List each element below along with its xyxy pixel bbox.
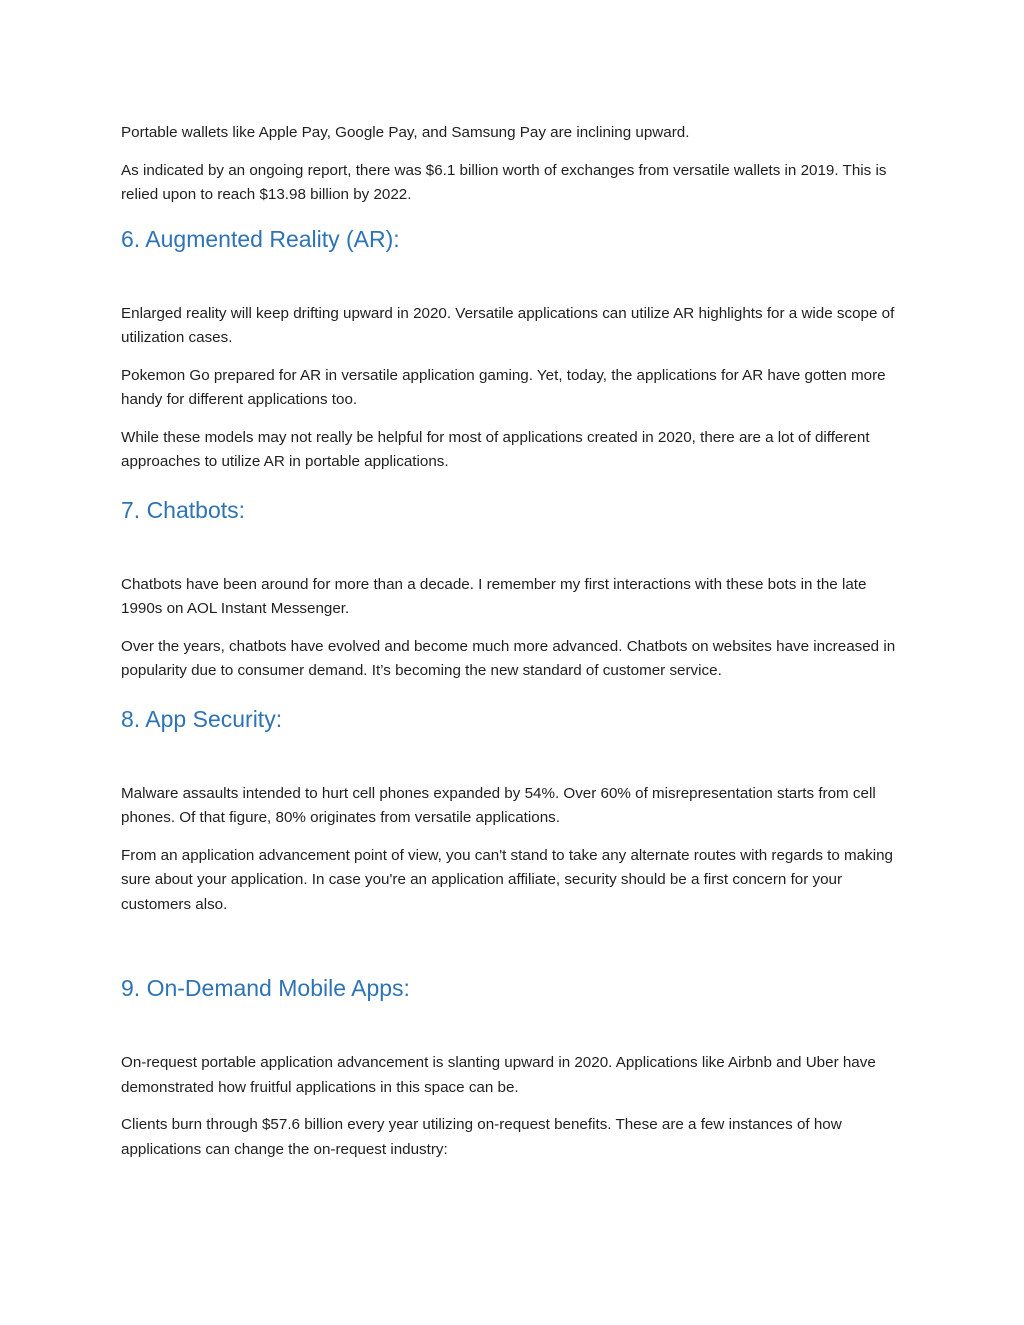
paragraph-chatbots-history: Chatbots have been around for more than a decade. I remember my first interactions with these bots in the late 1990s on AOL Instant Messenger. [121,575,867,617]
paragraph-security-concern: From an application advancement point of view, you can't stand to take any alternate routes with regards to making sure about your application. In case you're an application affiliate, security should be a first concern for your customers also. [121,846,893,913]
heading-on-demand-apps: 9. On-Demand Mobile Apps: [121,975,410,1001]
paragraph-ar-approaches: While these models may not really be helpful for most of applications created in 2020, there are a lot of different approaches to utilize AR in portable applications. [121,428,870,470]
paragraph-mobile-wallets: Portable wallets like Apple Pay, Google Pay, and Samsung Pay are inclining upward. [121,124,690,141]
paragraph-on-demand-trend: On-request portable application advancement is slanting upward in 2020. Applications like Airbnb and Uber have demonstrated how fruitful applications in this space can be. [121,1054,876,1096]
heading-chatbots: 7. Chatbots: [121,496,246,523]
heading-app-security: 8. App Security: [121,705,283,732]
paragraph-ar-trend: Enlarged reality will keep drifting upward in 2020. Versatile applications can utilize AR highlights for a wide scope of utilization cases. [121,304,895,346]
paragraph-chatbots-evolution: Over the years, chatbots have evolved and become much more advanced. Chatbots on websites have increased in popularity due to consumer demand. It’s becoming the new standard of customer service. [121,637,896,679]
paragraph-malware-stats: Malware assaults intended to hurt cell phones expanded by 54%. Over 60% of misrepresentation starts from cell phones. Of that figure, 80% originates from versatile applications. [121,784,876,826]
paragraph-ar-pokemon: Pokemon Go prepared for AR in versatile application gaming. Yet, today, the applications for AR have gotten more handy for different applications too. [121,366,886,408]
paragraph-on-demand-spending: Clients burn through $57.6 billion every year utilizing on-request benefits. These are a few instances of how applications can change the on-request industry: [121,1116,842,1158]
paragraph-wallet-report: As indicated by an ongoing report, there was $6.1 billion worth of exchanges from versatile wallets in 2019. This is relied upon to reach $13.98 billion by 2022. [121,161,887,203]
heading-augmented-reality: 6. Augmented Reality (AR): [121,225,400,252]
